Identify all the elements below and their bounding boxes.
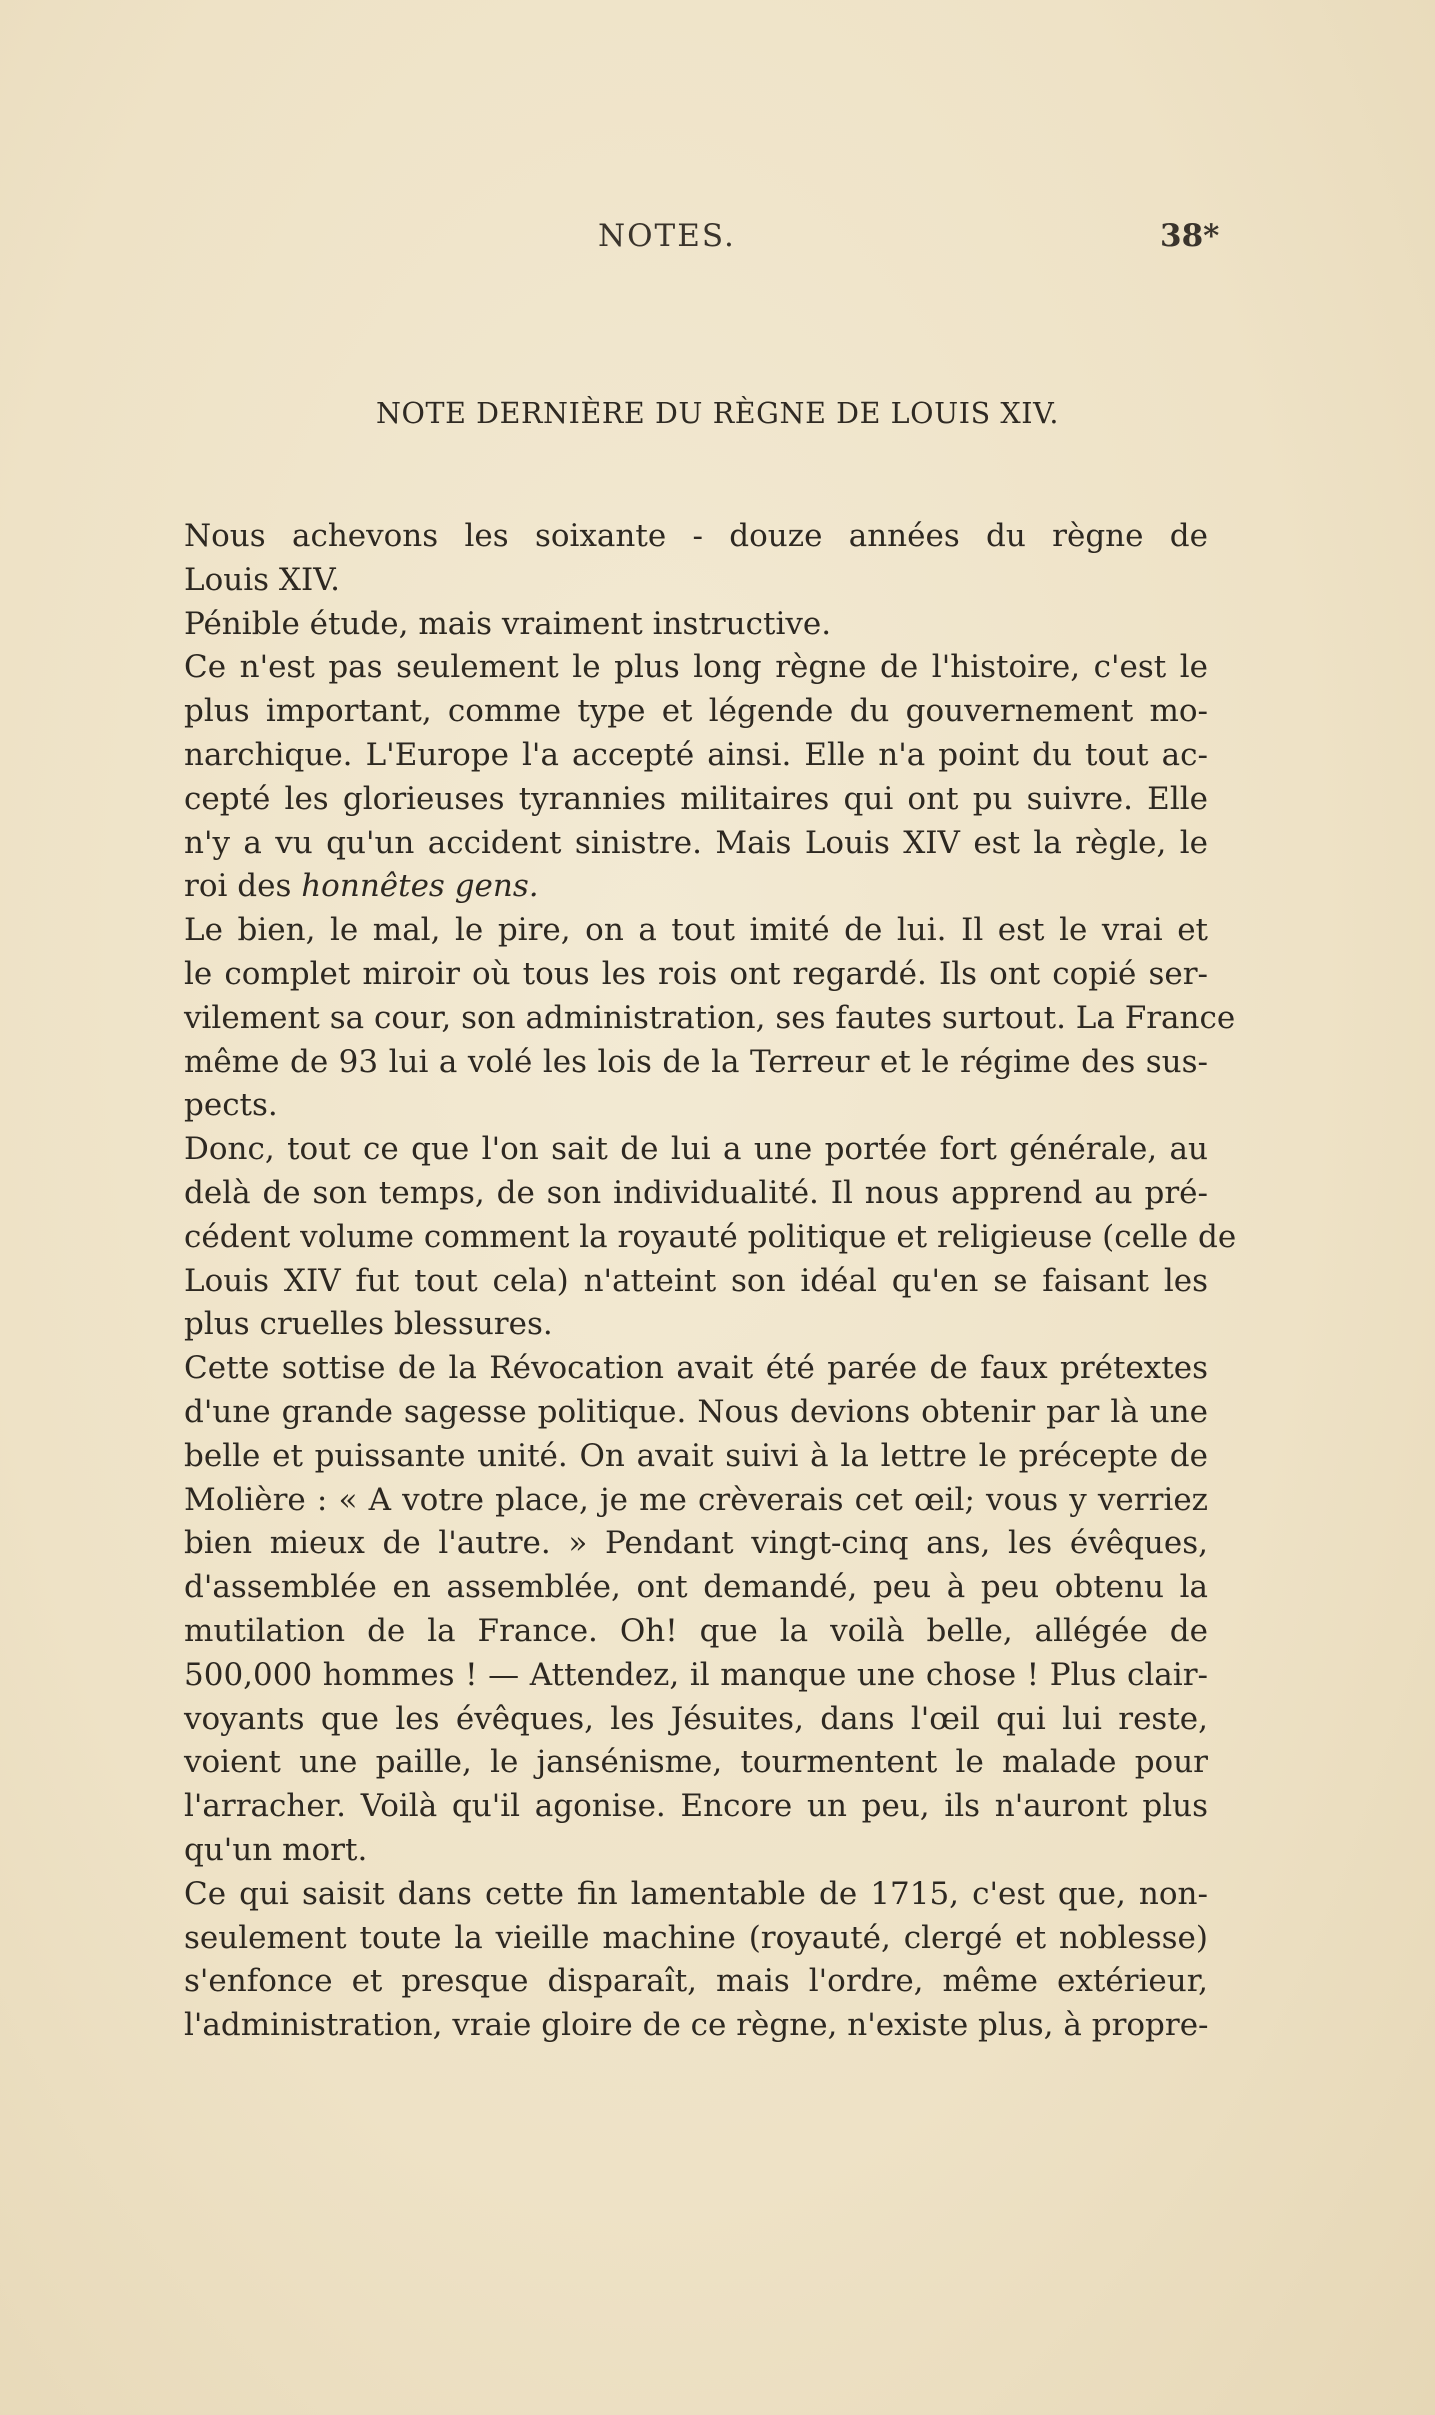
text-line: d'assemblée en assemblée, ont demandé, peu à peu obtenu la <box>184 1569 1208 1606</box>
text-line: Pénible étude, mais vraiment instructive. <box>184 605 832 642</box>
text-line: delà de son temps, de son individualité. Il nous apprend au pré- <box>184 1174 1208 1211</box>
running-head <box>0 218 1435 258</box>
text-line: Ce qui saisit dans cette fin lamentable de 1715, c'est que, non- <box>184 1875 1208 1912</box>
running-title: NOTES. <box>598 218 736 254</box>
text-line: pects. <box>184 1087 278 1124</box>
text-line: l'arracher. Voilà qu'il agonise. Encore un peu, ils n'auront plus <box>184 1788 1208 1825</box>
text-line: mutilation de la France. Oh! que la voilà belle, allégée de <box>184 1612 1208 1649</box>
body-text <box>184 515 1237 2048</box>
text-line: Louis XIV fut tout cela) n'atteint son idéal qu'en se faisant les <box>184 1262 1208 1299</box>
text-line: voient une paille, le jansénisme, tourmentent le malade pour <box>184 1744 1208 1781</box>
text-line: Donc, tout ce que l'on sait de lui a une portée fort générale, au <box>184 1131 1208 1168</box>
italic-phrase: honnêtes gens. <box>301 868 539 905</box>
text-line: l'administration, vraie gloire de ce règne, n'existe plus, à propre- <box>184 2007 1209 2044</box>
text-line: Louis XIV. <box>184 561 341 598</box>
text-line: plus important, comme type et légende du gouvernement mo- <box>184 693 1208 730</box>
text-line: même de 93 lui a volé les lois de la Terreur et le régime des sus- <box>184 1043 1208 1080</box>
text-line: qu'un mort. <box>184 1831 368 1868</box>
text-line: bien mieux de l'autre. » Pendant vingt-cinq ans, les évêques, <box>184 1525 1208 1562</box>
text-line: Cette sottise de la Révocation avait été parée de faux prétextes <box>184 1350 1208 1387</box>
text-line: cédent volume comment la royauté politique et religieuse (celle de <box>184 1218 1237 1255</box>
text-line: seulement toute la vieille machine (royauté, clergé et noblesse) <box>184 1919 1208 1956</box>
text-fragment: roi des <box>184 868 302 905</box>
text-line: cepté les glorieuses tyrannies militaires qui ont pu suivre. Elle <box>184 780 1208 817</box>
text-line: 500,000 hommes ! — Attendez, il manque une chose ! Plus clair- <box>184 1656 1208 1693</box>
text-line: d'une grande sagesse politique. Nous devions obtenir par là une <box>184 1393 1208 1430</box>
text-line: Ce n'est pas seulement le plus long règne de l'histoire, c'est le <box>184 649 1208 686</box>
text-line: Nous achevons les soixante - douze années du règne de <box>184 518 1208 554</box>
text-line: plus cruelles blessures. <box>184 1306 553 1343</box>
note-heading: NOTE DERNIÈRE DU RÈGNE DE LOUIS XIV. <box>375 397 1060 430</box>
page-number: 38* <box>1160 218 1220 254</box>
text-line: s'enfonce et presque disparaît, mais l'ordre, même extérieur, <box>184 1963 1208 2000</box>
text-line: Le bien, le mal, le pire, on a tout imité de lui. Il est le vrai et <box>184 912 1208 949</box>
text-line: voyants que les évêques, les Jésuites, dans l'œil qui lui reste, <box>184 1700 1208 1737</box>
text-line: le complet miroir où tous les rois ont regardé. Ils ont copié ser- <box>184 955 1208 992</box>
text-line: belle et puissante unité. On avait suivi à la lettre le précepte de <box>184 1437 1208 1474</box>
text-line: vilement sa cour, son administration, ses fautes surtout. La France <box>184 999 1236 1036</box>
text-line: n'y a vu qu'un accident sinistre. Mais Louis XIV est la règle, le <box>184 824 1208 861</box>
text-line: narchique. L'Europe l'a accepté ainsi. Elle n'a point du tout ac- <box>184 736 1208 773</box>
text-line: Molière : « A votre place, je me crèverais cet œil; vous y verriez <box>184 1481 1208 1518</box>
text-line <box>184 865 1208 909</box>
